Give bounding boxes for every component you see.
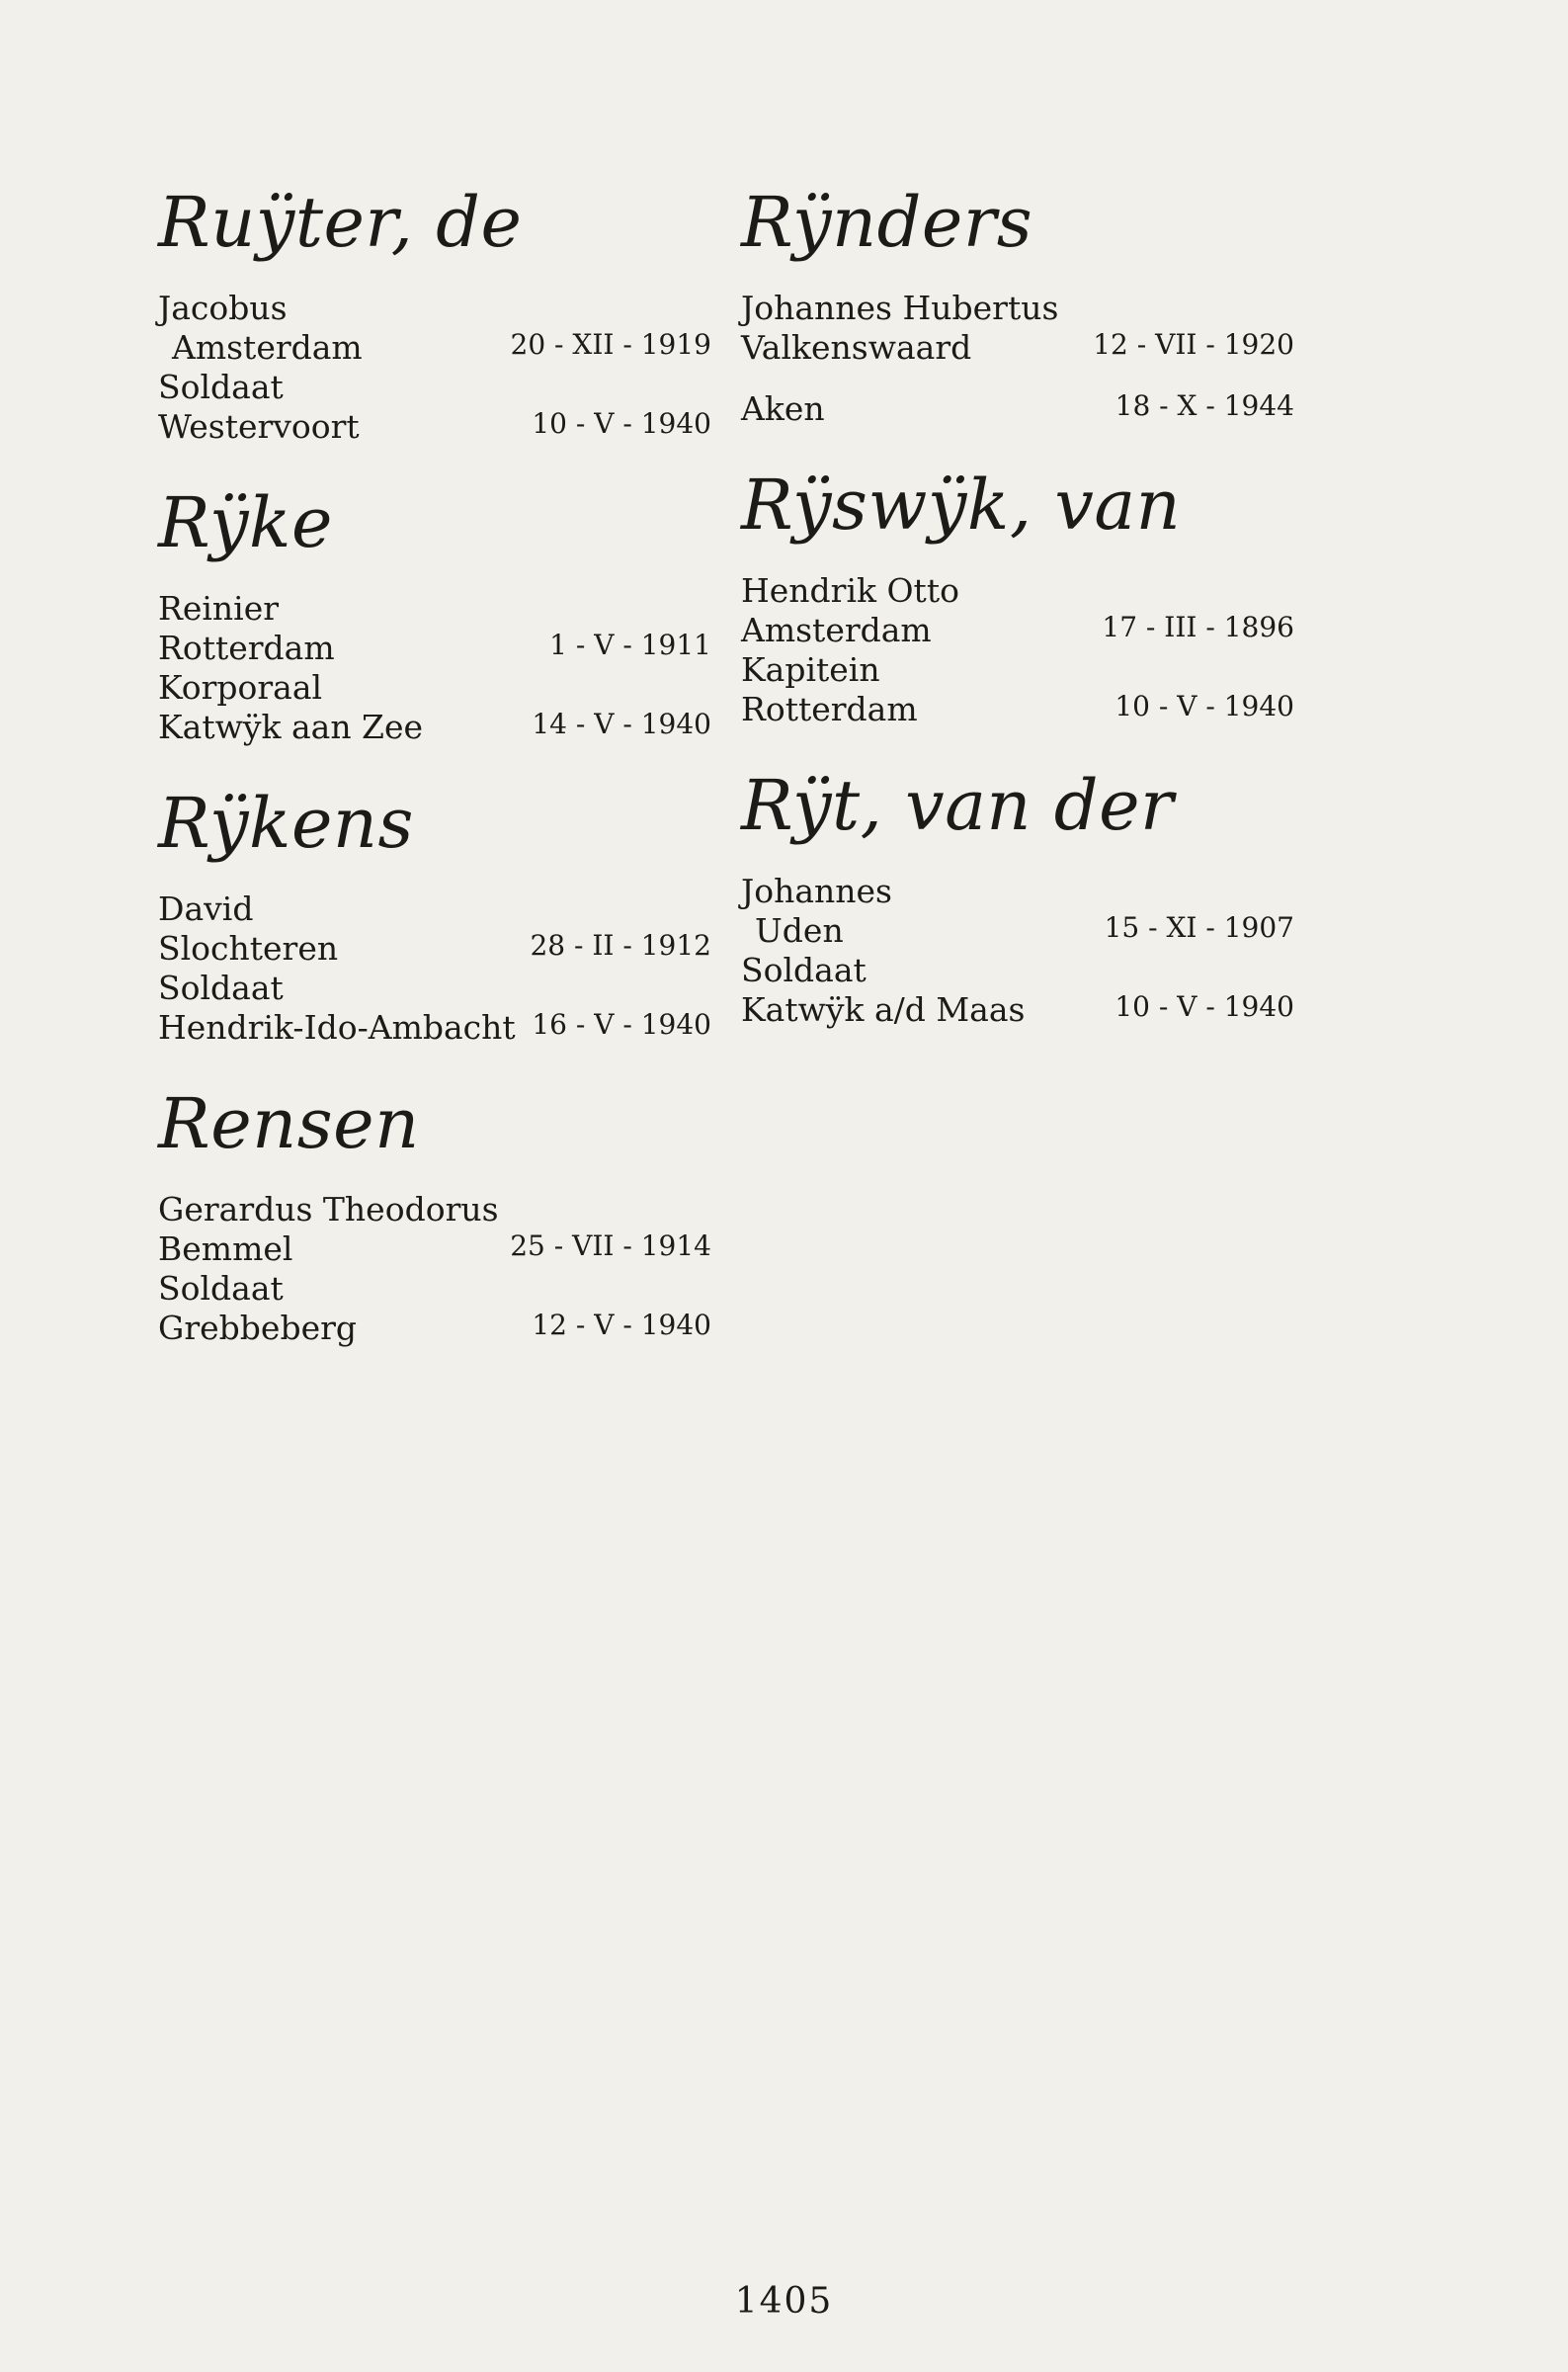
surname-heading: Rÿke <box>158 482 333 563</box>
rank-line <box>741 650 1294 690</box>
death-date: 12 - V - 1940 <box>532 1309 711 1341</box>
birthplace: Valkenswaard <box>741 328 972 367</box>
death-line <box>158 1008 711 1048</box>
rank-line <box>741 951 1294 990</box>
birth-line <box>158 1229 711 1269</box>
birth-date: 12 - VII - 1920 <box>1093 328 1294 361</box>
birth-line <box>741 911 1294 951</box>
given-names-line <box>741 872 1294 911</box>
rank-line <box>158 668 711 708</box>
entry-rijnders <box>741 182 1294 429</box>
birthplace: Slochteren <box>158 929 339 968</box>
birth-date: 20 - XII - 1919 <box>510 328 711 361</box>
entry-rijkens <box>158 783 711 1048</box>
given-names: David <box>158 890 254 928</box>
rank: Soldaat <box>158 969 284 1007</box>
death-date: 10 - V - 1940 <box>1114 990 1294 1023</box>
death-place: Rotterdam <box>741 690 918 728</box>
death-date: 18 - X - 1944 <box>1114 389 1294 422</box>
rank: Soldaat <box>158 368 284 406</box>
death-line <box>158 708 711 747</box>
rank: Soldaat <box>158 1269 284 1308</box>
birthplace: Rotterdam <box>158 629 335 667</box>
death-place: Hendrik-Ido-Ambacht <box>158 1008 516 1047</box>
birth-line <box>741 611 1294 650</box>
left-column <box>158 182 711 1390</box>
given-names: Gerardus Theodorus <box>158 1190 499 1228</box>
given-names: Reinier <box>158 589 280 628</box>
birth-date: 15 - XI - 1907 <box>1104 911 1294 944</box>
birth-line <box>158 328 711 368</box>
surname-heading: Rÿt, van der <box>741 765 1174 846</box>
surname-heading: Rÿswÿk, van <box>741 465 1182 546</box>
surname-heading: Rÿkens <box>158 783 414 864</box>
birthplace: Bemmel <box>158 1229 293 1268</box>
given-names: Johannes <box>741 872 892 910</box>
birth-line <box>158 929 711 969</box>
death-place: Aken <box>741 389 825 428</box>
given-names-line <box>741 571 1294 611</box>
death-line <box>158 407 711 447</box>
entry-ruyter <box>158 182 711 447</box>
surname-heading: Rÿnders <box>741 182 1033 263</box>
death-date: 14 - V - 1940 <box>532 708 711 740</box>
birthplace: Uden <box>755 911 844 950</box>
given-names-line <box>158 589 711 629</box>
birth-date: 1 - V - 1911 <box>549 629 711 661</box>
surname-heading: Ruÿter, de <box>158 182 523 263</box>
given-names: Hendrik Otto <box>741 571 959 610</box>
given-names-line <box>158 890 711 929</box>
given-names: Johannes Hubertus <box>741 289 1059 327</box>
death-date: 10 - V - 1940 <box>1114 690 1294 722</box>
birth-line <box>158 629 711 668</box>
given-names-line <box>158 289 711 328</box>
death-place: Katwÿk a/d Maas <box>741 990 1026 1029</box>
birth-date: 25 - VII - 1914 <box>510 1229 711 1262</box>
entry-rijt <box>741 765 1294 1030</box>
rank-line <box>158 969 711 1008</box>
death-line <box>158 1309 711 1348</box>
death-date: 16 - V - 1940 <box>532 1008 711 1041</box>
birth-date: 28 - II - 1912 <box>530 929 711 962</box>
rank-line <box>158 1269 711 1309</box>
entry-rijswijk <box>741 465 1294 729</box>
death-place: Katwÿk aan Zee <box>158 708 424 746</box>
entry-rensen <box>158 1083 711 1348</box>
death-line <box>741 990 1294 1030</box>
right-column <box>741 182 1294 1071</box>
given-names-line <box>741 289 1294 328</box>
birth-line <box>741 328 1294 368</box>
death-line <box>741 389 1294 429</box>
death-date: 10 - V - 1940 <box>532 407 711 440</box>
rank: Korporaal <box>158 668 323 707</box>
surname-heading: Rensen <box>158 1083 420 1164</box>
death-place: Westervoort <box>158 407 360 446</box>
birth-date: 17 - III - 1896 <box>1102 611 1294 643</box>
given-names-line <box>158 1190 711 1229</box>
rank-line <box>158 368 711 407</box>
birthplace: Amsterdam <box>741 611 932 649</box>
page-number: 1405 <box>734 2281 834 2322</box>
entry-rijke <box>158 482 711 747</box>
death-line <box>741 690 1294 729</box>
birthplace: Amsterdam <box>172 328 363 367</box>
rank: Soldaat <box>741 951 867 989</box>
rank: Kapitein <box>741 650 880 689</box>
death-place: Grebbeberg <box>158 1309 357 1347</box>
given-names: Jacobus <box>158 289 288 327</box>
